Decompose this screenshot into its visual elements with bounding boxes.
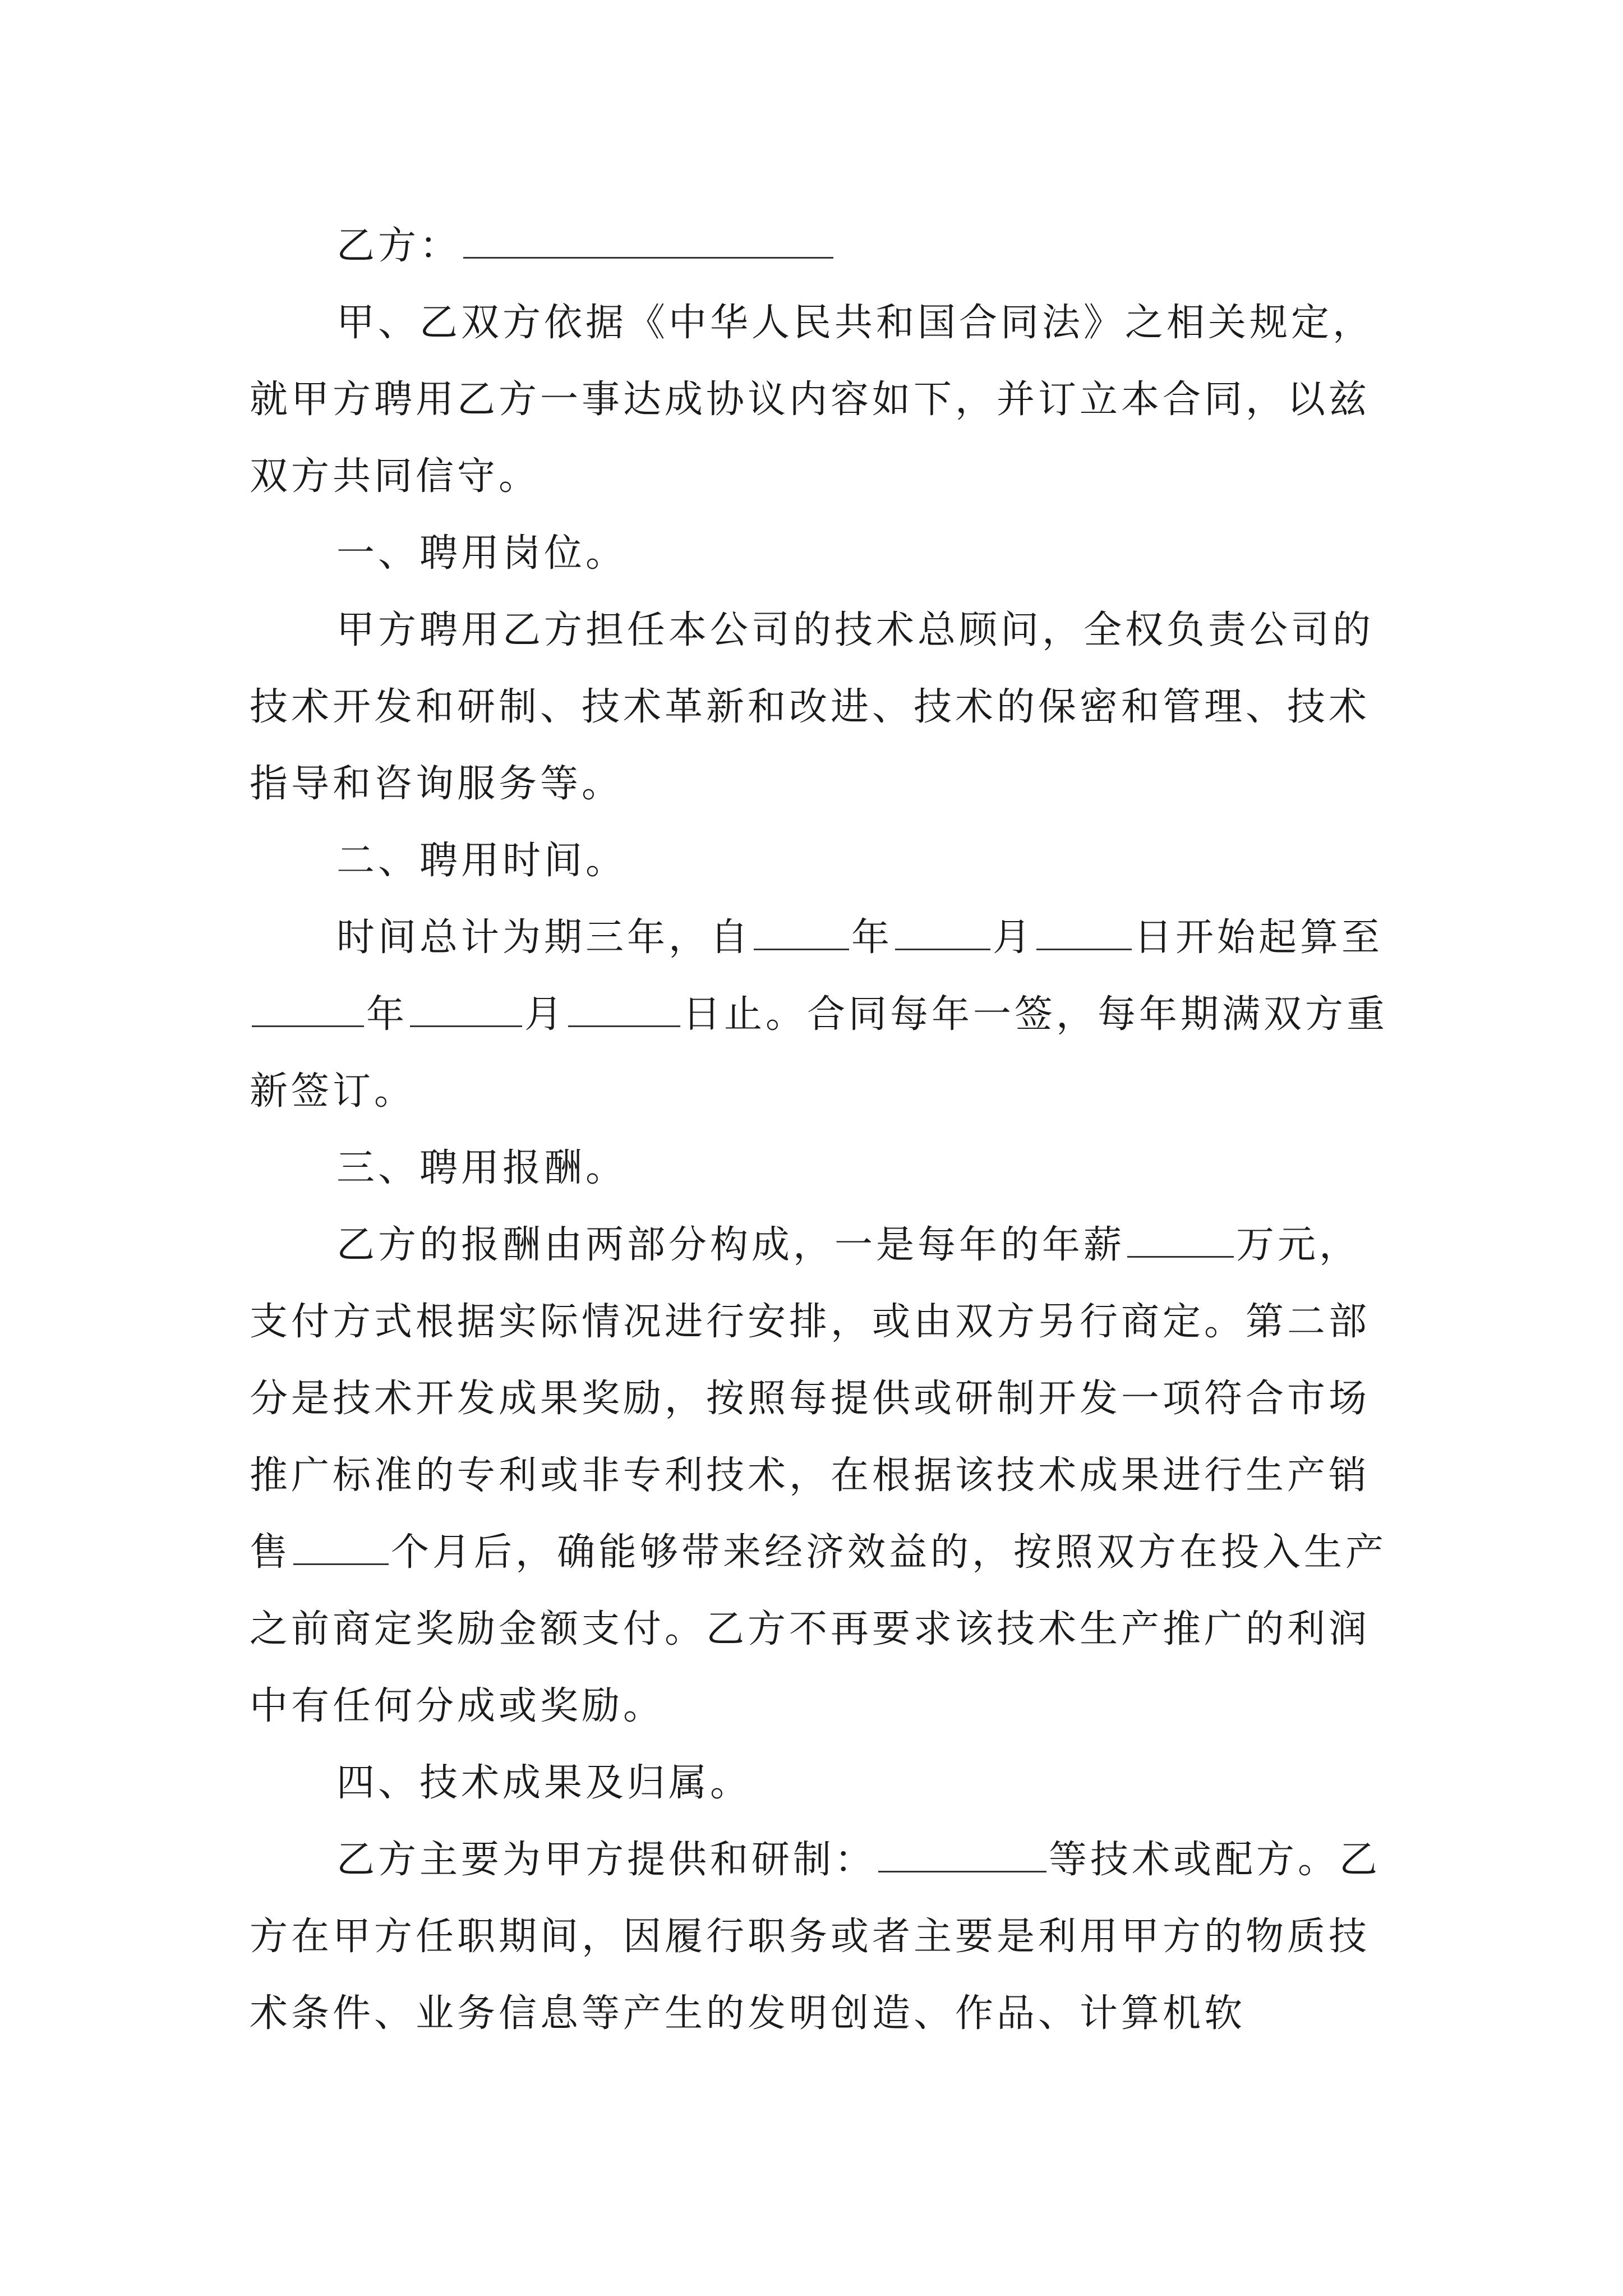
end-month-label: 月 [524,992,566,1037]
salary-text-end: 个月后，确能够带来经济效益的，按照双方在投入生产之前商定奖励金额支付。乙方不再要求该技术生产推广的利润中有任何分成或奖励。 [250,1530,1387,1728]
start-day-blank [1036,915,1132,950]
section-1-body: 甲方聘用乙方担任本公司的技术总顾问，全权负责公司的技术开发和研制、技术革新和改进、技术的保密和管理、技术指导和咨询服务等。 [250,608,1375,806]
tech-blank [878,1837,1046,1872]
start-month-label: 月 [993,915,1035,960]
start-year-blank [754,915,849,950]
section-3-heading: 三、聘用报酬。 [336,1146,628,1190]
end-day-label: 日止。合同每年一签，每年期满双方重新签订。 [250,992,1389,1114]
end-day-blank [568,992,680,1027]
months-blank [293,1530,389,1565]
end-month-blank [410,992,522,1027]
section-4-body [250,1821,1394,2052]
salary-text-start: 乙方的报酬由两部分构成，一是每年的年薪 [336,1223,1126,1267]
salary-blank [1127,1222,1234,1258]
start-year-label: 年 [851,915,893,960]
section-1-heading: 一、聘用岗位。 [336,531,628,576]
party-b-label: 乙方： [336,224,462,268]
end-year-blank [252,992,364,1027]
party-b-line [250,208,1394,284]
section-4-heading: 四、技术成果及归属。 [336,1761,752,1805]
start-day-label: 日开始起算至 [1134,915,1384,960]
term-text-start: 时间总计为期三年，自 [336,915,752,960]
intro-paragraph: 甲、乙双方依据《中华人民共和国合同法》之相关规定，就甲方聘用乙方一事达成协议内容如下，并订立本合同，以兹双方共同信守。 [250,301,1375,499]
party-b-blank [463,223,833,259]
section-3-body [250,1207,1394,1745]
end-year-label: 年 [366,992,408,1037]
section-2-heading: 二、聘用时间。 [336,839,628,883]
contract-body [250,208,1394,2052]
salary-text-mid: 万元，支付方式根据实际情况进行安排，或由双方另行商定。第二部分是技术开发成果奖励，按照每提供或研制开发一项符合市场推广标准的专利或非专利技术，在根据该技术成果进行生产销售 [250,1223,1371,1575]
tech-text-end: 等技术或配方。乙方在甲方任职期间，因履行职务或者主要是利用甲方的物质技术条件、业务信息等产生的发明创造、作品、计算机软 [250,1838,1381,2036]
tech-text-start: 乙方主要为甲方提供和研制： [336,1838,877,1882]
section-2-body [250,899,1394,1130]
start-month-blank [895,915,990,950]
